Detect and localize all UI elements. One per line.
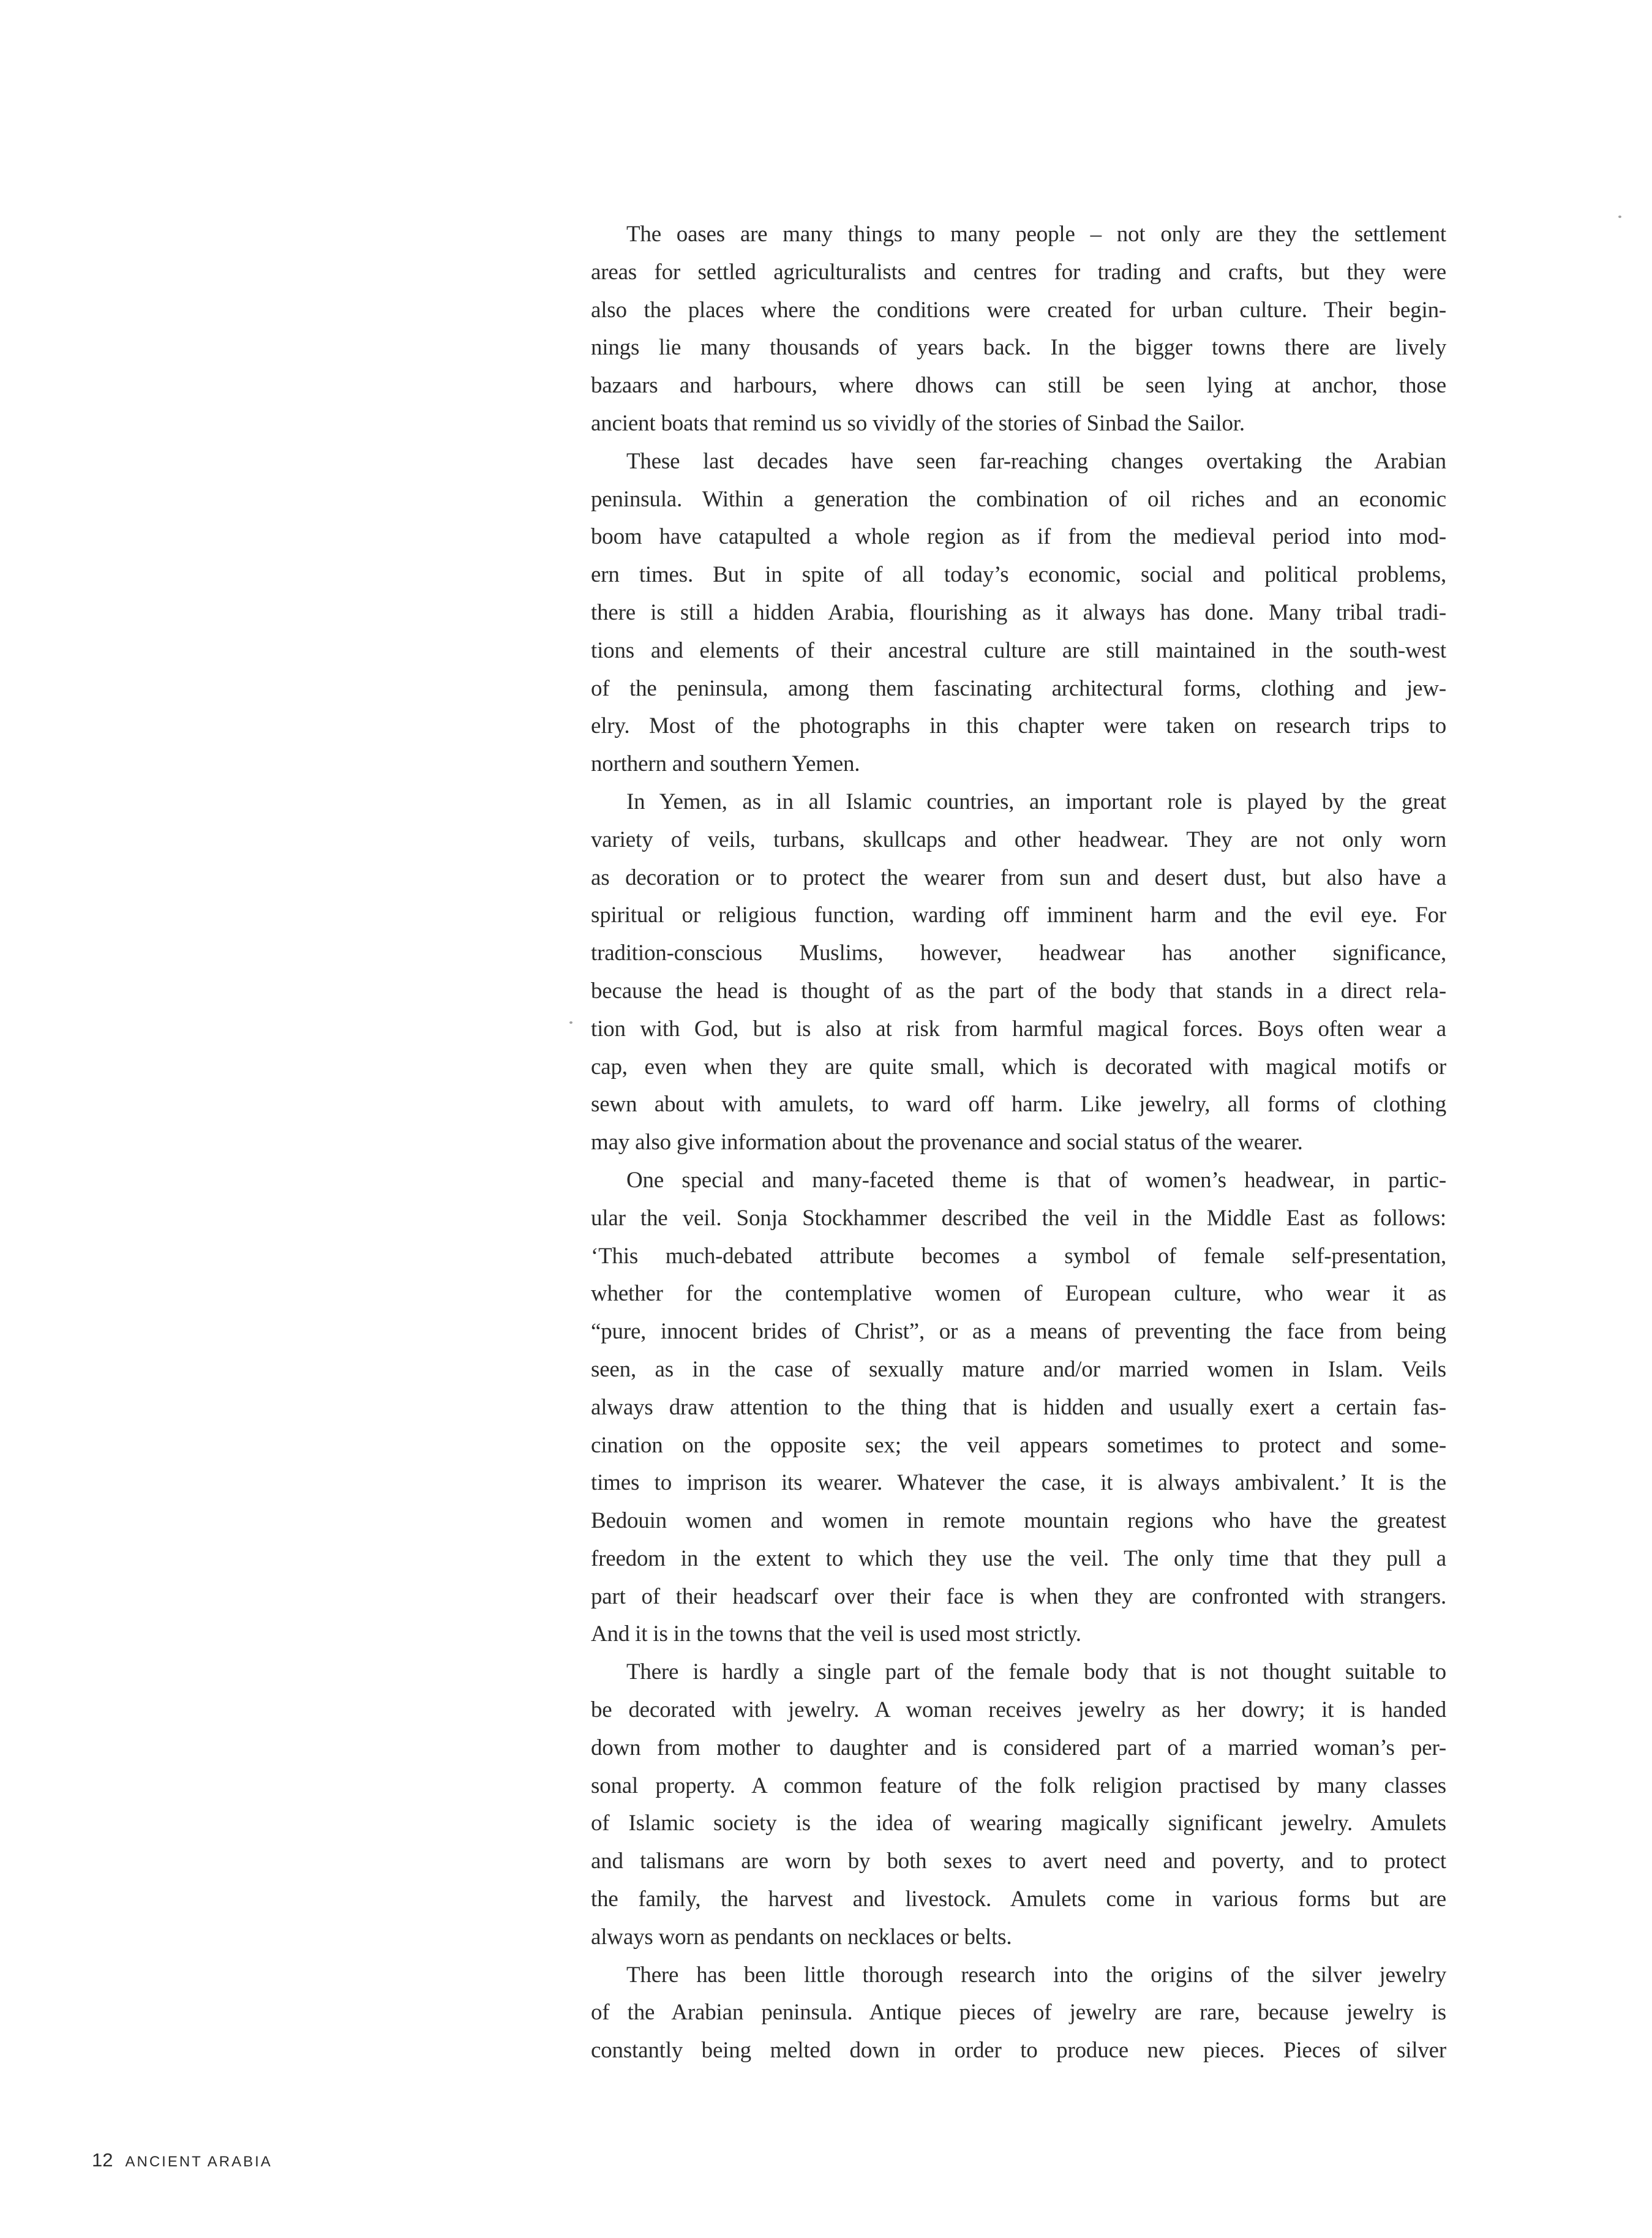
text-line: be decorated with jewelry. A woman receives jewelry as her dowry; it is handed (591, 1697, 1446, 1723)
text-line: freedom in the extent to which they use the veil. The only time that they pull a (591, 1545, 1446, 1571)
text-line: ern times. But in spite of all today’s economic, social and political problems, (591, 562, 1446, 588)
body-text-column (591, 216, 1446, 2070)
text-line: times to imprison its wearer. Whatever the case, it is always ambivalent.’ It is the (591, 1470, 1446, 1496)
text-line: “pure, innocent brides of Christ”, or as a means of preventing the face from being (591, 1319, 1446, 1345)
paragraph-jewelry (591, 1653, 1446, 1956)
text-line: cap, even when they are quite small, which is decorated with magical motifs or (591, 1054, 1446, 1080)
text-line: seen, as in the case of sexually mature and/or married women in Islam. Veils (591, 1356, 1446, 1382)
text-line: because the head is thought of as the part of the body that stands in a direct rela- (591, 978, 1446, 1004)
text-line: northern and southern Yemen. (591, 751, 860, 777)
text-line: variety of veils, turbans, skullcaps and other headwear. They are not only worn (591, 827, 1446, 852)
text-line: And it is in the towns that the veil is used most strictly. (591, 1621, 1081, 1647)
text-line: nings lie many thousands of years back. In the bigger towns there are lively (591, 335, 1446, 361)
paragraph-headwear (591, 783, 1446, 1162)
running-title: ANCIENT ARABIA (125, 2154, 272, 2170)
text-line: also the places where the conditions were created for urban culture. Their begin- (591, 297, 1446, 323)
text-line: ancient boats that remind us so vividly of the stories of Sinbad the Sailor. (591, 410, 1245, 436)
paragraph-recent-changes (591, 443, 1446, 783)
text-line: may also give information about the provenance and social status of the wearer. (591, 1130, 1303, 1155)
text-line: cination on the opposite sex; the veil appears sometimes to protect and some- (591, 1432, 1446, 1458)
text-line: In Yemen, as in all Islamic countries, an important role is played by the great (626, 789, 1446, 814)
text-line: There is hardly a single part of the female body that is not thought suitable to (626, 1659, 1446, 1685)
text-line: There has been little thorough research into the origins of the silver jewelry (626, 1962, 1446, 1988)
text-line: areas for settled agriculturalists and centres for trading and crafts, but they were (591, 259, 1446, 285)
page-footer (92, 2149, 272, 2174)
text-line: tions and elements of their ancestral culture are still maintained in the south-west (591, 637, 1446, 663)
scan-speck (1618, 216, 1621, 218)
text-line: always draw attention to the thing that is hidden and usually exert a certain fas- (591, 1394, 1446, 1420)
text-line: ular the veil. Sonja Stockhammer described the veil in the Middle East as follows: (591, 1205, 1446, 1231)
text-line: as decoration or to protect the wearer from sun and desert dust, but also have a (591, 865, 1446, 890)
text-line: boom have catapulted a whole region as if from the medieval period into mod- (591, 524, 1446, 550)
page-number: 12 (92, 2149, 113, 2171)
text-line: spiritual or religious function, warding off imminent harm and the evil eye. For (591, 903, 1446, 928)
text-line: The oases are many things to many people – not only are they the settlement (626, 222, 1446, 247)
text-line: tion with God, but is also at risk from harmful magical forces. Boys often wear a (591, 1016, 1446, 1042)
text-line: sonal property. A common feature of the folk religion practised by many classes (591, 1773, 1446, 1798)
text-line: there is still a hidden Arabia, flourishing as it always has done. Many tribal tradi- (591, 599, 1446, 625)
text-line: These last decades have seen far-reaching changes overtaking the Arabian (626, 448, 1446, 474)
text-line: elry. Most of the photographs in this chapter were taken on research trips to (591, 713, 1446, 739)
text-line: down from mother to daughter and is considered part of a married woman’s per- (591, 1735, 1446, 1760)
text-line: bazaars and harbours, where dhows can still be seen lying at anchor, those (591, 373, 1446, 399)
text-line: of the Arabian peninsula. Antique pieces of jewelry are rare, because jewelry is (591, 2000, 1446, 2026)
paragraph-oases (591, 216, 1446, 443)
text-line: part of their headscarf over their face is when they are confronted with strangers. (591, 1583, 1446, 1609)
text-line: One special and many-faceted theme is that of women’s headwear, in partic- (626, 1167, 1446, 1193)
text-line: of Islamic society is the idea of wearing magically significant jewelry. Amulets (591, 1811, 1446, 1836)
text-line: Bedouin women and women in remote mountain regions who have the greatest (591, 1508, 1446, 1534)
scan-speck (569, 1021, 573, 1024)
text-line: of the peninsula, among them fascinating architectural forms, clothing and jew- (591, 675, 1446, 701)
paragraph-veil (591, 1162, 1446, 1653)
text-line: tradition-conscious Muslims, however, headwear has another significance, (591, 941, 1446, 966)
text-line: and talismans are worn by both sexes to avert need and poverty, and to protect (591, 1849, 1446, 1874)
text-line: sewn about with amulets, to ward off harm. Like jewelry, all forms of clothing (591, 1092, 1446, 1117)
text-line: constantly being melted down in order to produce new pieces. Pieces of silver (591, 2038, 1446, 2063)
text-line: the family, the harvest and livestock. Amulets come in various forms but are (591, 1887, 1446, 1912)
text-line: always worn as pendants on necklaces or belts. (591, 1924, 1012, 1950)
paragraph-silver-origins (591, 1956, 1446, 2070)
text-line: whether for the contemplative women of European culture, who wear it as (591, 1281, 1446, 1307)
text-line: peninsula. Within a generation the combination of oil riches and an economic (591, 486, 1446, 512)
text-line: ‘This much-debated attribute becomes a symbol of female self-presentation, (591, 1243, 1446, 1269)
